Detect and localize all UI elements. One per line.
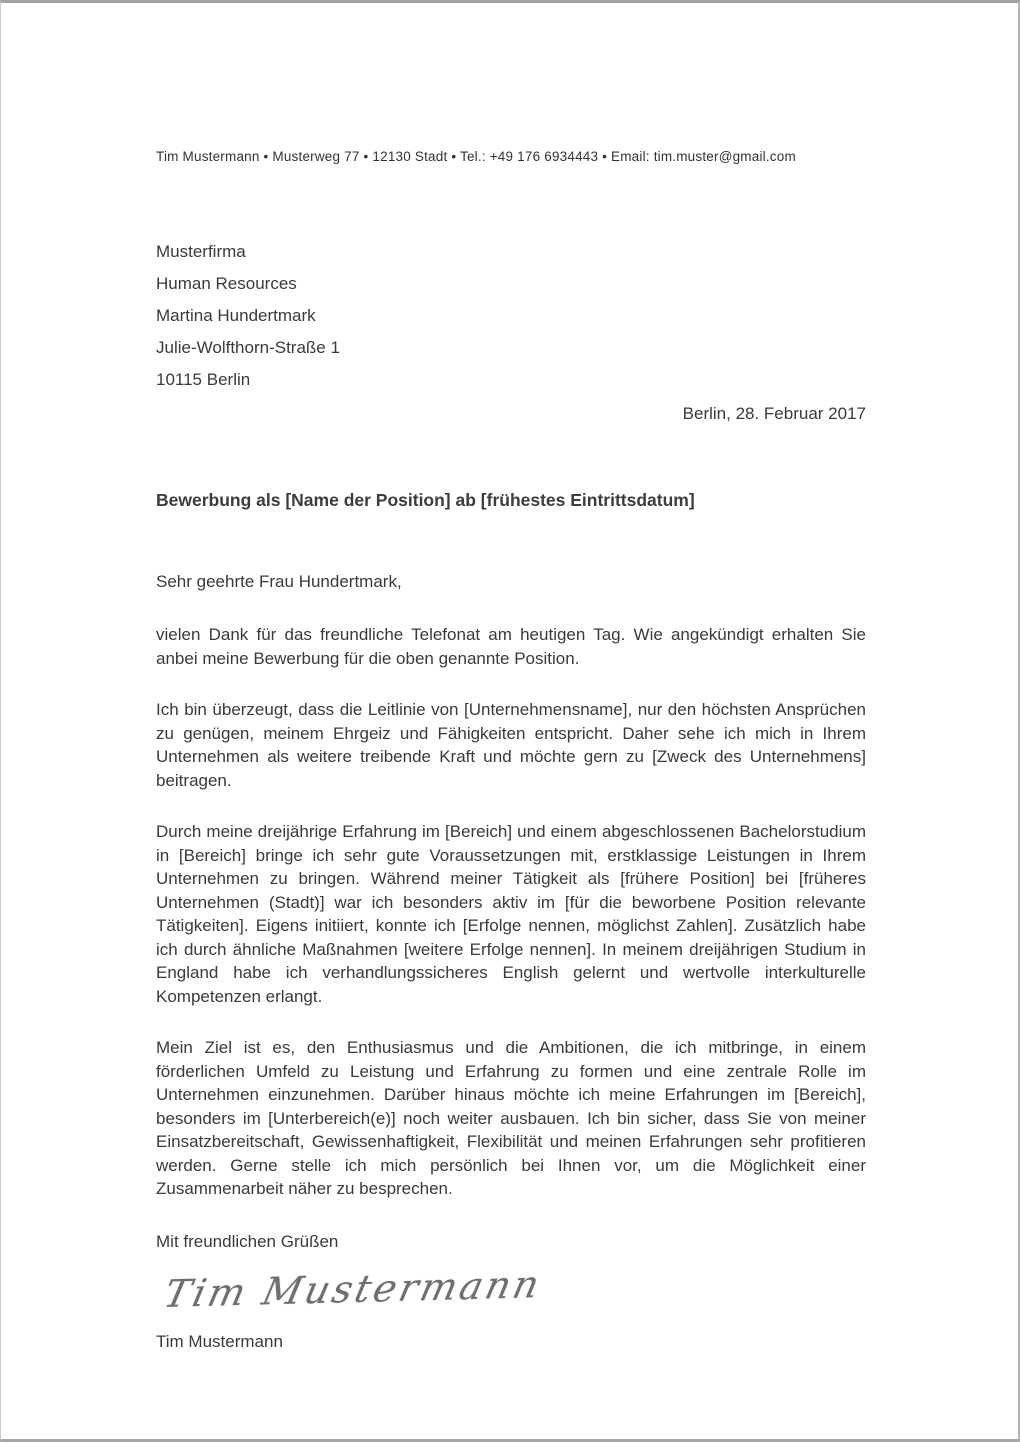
salutation: Sehr geehrte Frau Hundertmark, <box>156 572 402 591</box>
date-line: Berlin, 28. Februar 2017 <box>682 404 866 423</box>
typed-signature-name: Tim Mustermann <box>156 1331 283 1351</box>
recipient-department: Human Resources <box>156 274 297 293</box>
handwritten-signature: Tim Mustermann <box>160 1261 547 1316</box>
recipient-contact-person: Martina Hundertmark <box>156 306 316 325</box>
closing-phrase: Mit freundlichen Grüßen <box>156 1231 339 1251</box>
sender-contact-line: Tim Mustermann • Musterweg 77 • 12130 Stadt • Tel.: +49 176 6934443 • Email: tim.muster@gmail.com <box>156 149 796 164</box>
paragraph-goals: Mein Ziel ist es, den Enthusiasmus und die Ambitionen, die ich mitbringe, in einem förderlichen Umfeld zu Leistung und Erfahrung zu formen und eine zentrale Rolle im Unternehmen einzunehmen. Darüber hinaus möchte ich meine Erfahrungen im [Bereich], besonders im [Unterbereich(e)] noch weiter ausbauen. Ich bin sicher, dass Sie von meiner Einsatzbereitschaft, Gewissenhaftigkeit, Flexibilität und meinen Erfahrungen sehr profitieren werden. Gerne stelle ich mich persönlich bei Ihnen vor, um die Möglichkeit einer Zusammenarbeit näher zu besprechen. <box>156 1038 866 1198</box>
recipient-city: 10115 Berlin <box>156 370 251 389</box>
paragraph-experience: Durch meine dreijährige Erfahrung im [Bereich] und einem abgeschlossenen Bachelorstudium in [Bereich] bringe ich sehr gute Voraussetzungen mit, erstklassige Leistungen in Ihrem Unternehmen zu bringen. Während meiner Tätigkeit als [frühere Position] bei [früheres Unternehmen (Stadt)] war ich besonders aktiv im [für die beworbene Position relevante Tätigkeiten]. Eigens initiiert, konnte ich [Erfolge nennen, möglichst Zahlen]. Zusätzlich habe ich durch ähnliche Maßnahmen [weitere Erfolge nennen]. In meinem dreijährigen Studium in England habe ich verhandlungssicheres English gelernt und wertvolle interkulturelle Kompetenzen erlangt. <box>156 822 866 1006</box>
subject-line: Bewerbung als [Name der Position] ab [frühestes Eintrittsdatum] <box>156 490 695 510</box>
signature-area <box>156 1252 866 1316</box>
recipient-address-block <box>156 236 866 396</box>
recipient-street: Julie-Wolfthorn-Straße 1 <box>156 338 340 357</box>
recipient-company: Musterfirma <box>156 242 246 261</box>
paragraph-motivation: Ich bin überzeugt, dass die Leitlinie von [Unternehmensname], nur den höchsten Ansprüchen zu genügen, meinem Ehrgeiz und Fähigkeiten entspricht. Daher sehe ich mich in Ihrem Unternehmen als weitere treibende Kraft und möchte gern zu [Zweck des Unternehmens] beitragen. <box>156 700 866 790</box>
paragraph-intro: vielen Dank für das freundliche Telefonat am heutigen Tag. Wie angekündigt erhalten Sie anbei meine Bewerbung für die oben genannte Position. <box>156 625 866 668</box>
